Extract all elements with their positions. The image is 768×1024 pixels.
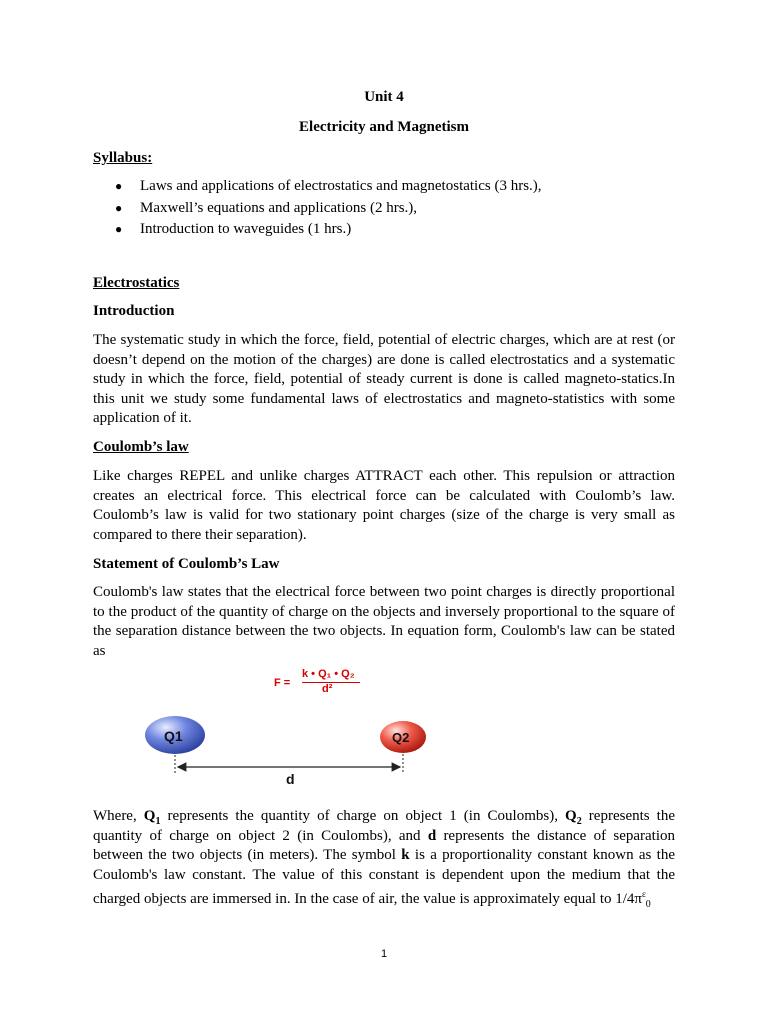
bullet-icon: ● <box>115 200 123 215</box>
coulomb-formula <box>274 668 384 698</box>
page-number: 1 <box>380 948 388 960</box>
syllabus-heading: Syllabus: <box>93 150 153 166</box>
introduction-heading: Introduction <box>93 303 175 319</box>
bullet-icon: ● <box>115 179 123 193</box>
epsilon-subscript: 0 <box>645 899 651 911</box>
list-item <box>93 176 653 198</box>
electrostatics-heading: Electrostatics <box>93 275 180 291</box>
symbol-epsilon: ε <box>642 889 646 900</box>
where-paragraph <box>93 807 675 910</box>
distance-label: d <box>286 771 295 787</box>
formula-lhs: F = <box>274 677 291 689</box>
formula-denominator: d² <box>322 683 333 695</box>
charge-2-label: Q2 <box>392 730 410 745</box>
where-text: represents the quantity of charge on object 2 (in Coulombs), and <box>93 808 676 844</box>
symbol-q2: $Q_2$ <box>565 808 582 827</box>
statement-heading: Statement of Coulomb’s Law <box>93 556 280 572</box>
charges-diagram <box>130 712 430 792</box>
list-item <box>93 198 653 220</box>
introduction-paragraph: The systematic study in which the force, field, potential of electric charges, which are at rest (or doesn’t depend on the motion of the charges) are done is called electrostatics and a systematic study in which the force, field, potential of steady current is done is called magneto-statics.In this unit we study some fundamental laws of electrostatics and magneto-statistics with some application of it. <box>93 332 675 427</box>
where-text: represents the quantity of charge on object 1 (in Coulombs), <box>160 808 566 824</box>
syllabus-list <box>93 176 653 241</box>
syllabus-item-2: Maxwell’s equations and applications (2 hrs.), <box>140 199 418 216</box>
unit-number: Unit 4 <box>364 89 404 105</box>
charge-1-label: Q1 <box>164 728 183 744</box>
list-item <box>93 219 653 241</box>
symbol-d: d <box>427 827 437 844</box>
statement-paragraph: Coulomb's law states that the electrical force between two point charges is directly proportional to the product of the quantity of charge on the objects and inversely proportional to the square of the separation distance between the two objects. In equation form, Coulomb's law can be stated as <box>93 584 675 659</box>
where-text: Where, <box>93 808 144 824</box>
symbol-k: k <box>401 847 410 864</box>
bullet-icon: ● <box>115 222 123 236</box>
where-text: is a proportionality constant known as the Coulomb's law constant. The value of this constant is dependent upon the medium that the charged objects are immersed in. In the case of air, the value is approximately equal to 1/4π <box>93 847 675 908</box>
where-text: represents the distance of separation between the two objects (in meters). The symbol <box>93 827 675 864</box>
syllabus-item-1: Laws and applications of electrostatics and magnetostatics (3 hrs.), <box>140 178 542 194</box>
symbol-q1: $Q_1$ <box>143 808 161 827</box>
formula-numerator: k • Q₁ • Q₂ <box>302 668 355 680</box>
coulombs-law-heading: Coulomb’s law <box>93 439 189 455</box>
unit-title: Electricity and Magnetism <box>299 119 469 135</box>
syllabus-item-3: Introduction to waveguides (1 hrs.) <box>140 221 352 237</box>
coulombs-law-paragraph: Like charges REPEL and unlike charges ATTRACT each other. This repulsion or attraction creates an electrical force. This electrical force can be calculated with Coulomb’s law. Coulomb’s law is valid for two stationary point charges (size of the charge is very small as compared to there their separation). <box>93 468 675 543</box>
